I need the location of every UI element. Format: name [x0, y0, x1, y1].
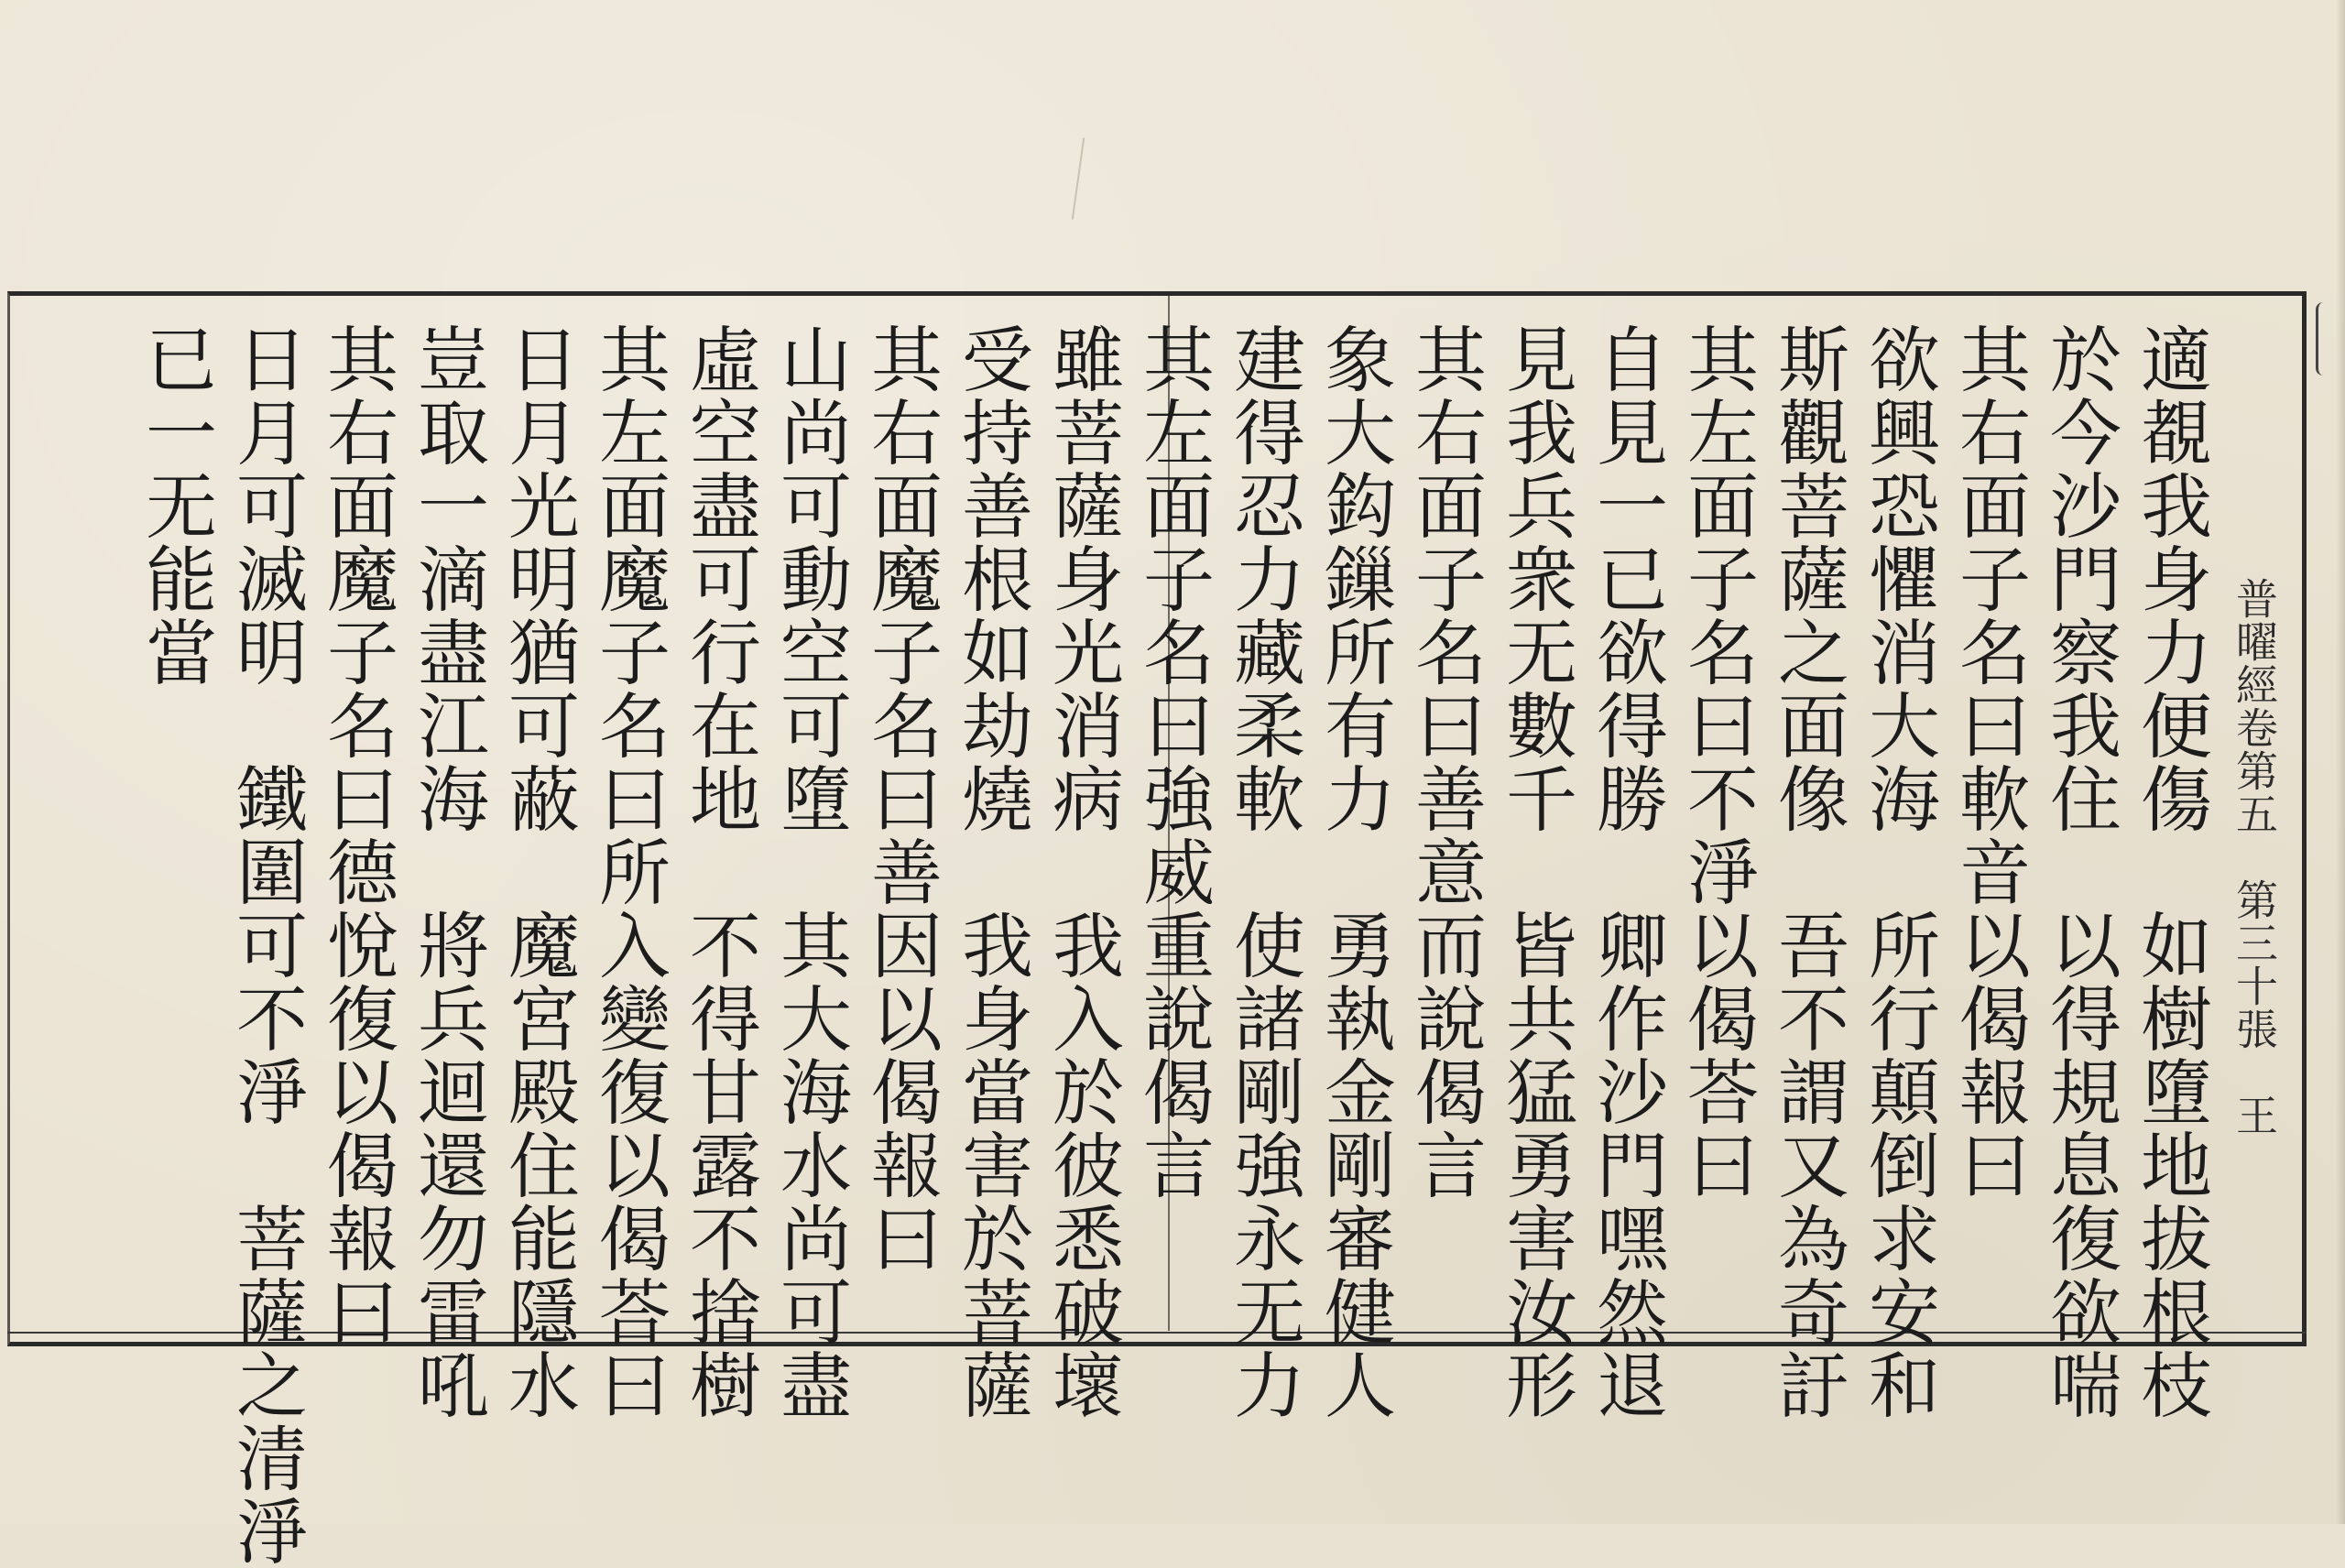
text-column: 建得忍力藏柔軟 使諸剛強永无力 — [1222, 322, 1304, 1421]
text-column: 豈取一滴盡江海 將兵迴還勿雷吼 — [406, 322, 488, 1421]
text-column: 雖菩薩身光消病 我入於彼悉破壞 — [1041, 322, 1123, 1421]
text-column: 其右面子名曰軟音以偈報曰 — [1947, 322, 2030, 1202]
text-column: 其左面魔子名曰所入變復以偈荅曰 — [587, 322, 670, 1421]
text-column: 受持善根如劫燒 我身當害於菩薩 — [950, 322, 1032, 1421]
text-column: 其右面魔子名曰德悅復以偈報曰 — [315, 322, 398, 1348]
text-column: 象大鈎鏁所有力 勇執金剛審健人 — [1313, 322, 1395, 1421]
binding-mark — [2316, 302, 2335, 376]
page-edge-shadow — [2336, 0, 2345, 1524]
text-column: 山尚可動空可墮 其大海水尚可盡 — [769, 322, 851, 1421]
text-column: 日月光明猶可蔽 魔宮殿住能隱水 — [496, 322, 579, 1421]
text-column: 其左面子名曰不淨以偈荅曰 — [1675, 322, 1758, 1202]
text-column: 其右面子名曰善意而說偈言 — [1403, 322, 1486, 1202]
text-column: 斯觀菩薩之面像 吾不謂又為奇訏 — [1766, 322, 1849, 1421]
text-column: 日月可滅明 鐵圍可不淨 菩薩之清淨 — [224, 322, 307, 1568]
text-column: 自見一已欲得勝 卿作沙門嘿然退 — [1585, 322, 1667, 1421]
text-column: 虛空盡可行在地 不得甘露不捨樹 — [678, 322, 760, 1421]
margin-title: 普曜經卷第五 第三十張 王 — [2230, 577, 2279, 1137]
text-column: 其左面子名曰強威重說偈言 — [1131, 322, 1214, 1202]
text-column: 適覩我身力便傷 如樹墮地拔根枝 — [2129, 322, 2211, 1421]
text-column: 欲興恐懼消大海 所行顛倒求安和 — [1857, 322, 1939, 1421]
text-column: 於今沙門察我住 以得規息復欲喘 — [2038, 322, 2121, 1421]
text-column: 已一无能當 — [134, 322, 216, 689]
text-column: 其右面魔子名曰善因以偈報曰 — [859, 322, 942, 1275]
text-column: 見我兵衆无數千 皆共猛勇害汝形 — [1494, 322, 1576, 1421]
